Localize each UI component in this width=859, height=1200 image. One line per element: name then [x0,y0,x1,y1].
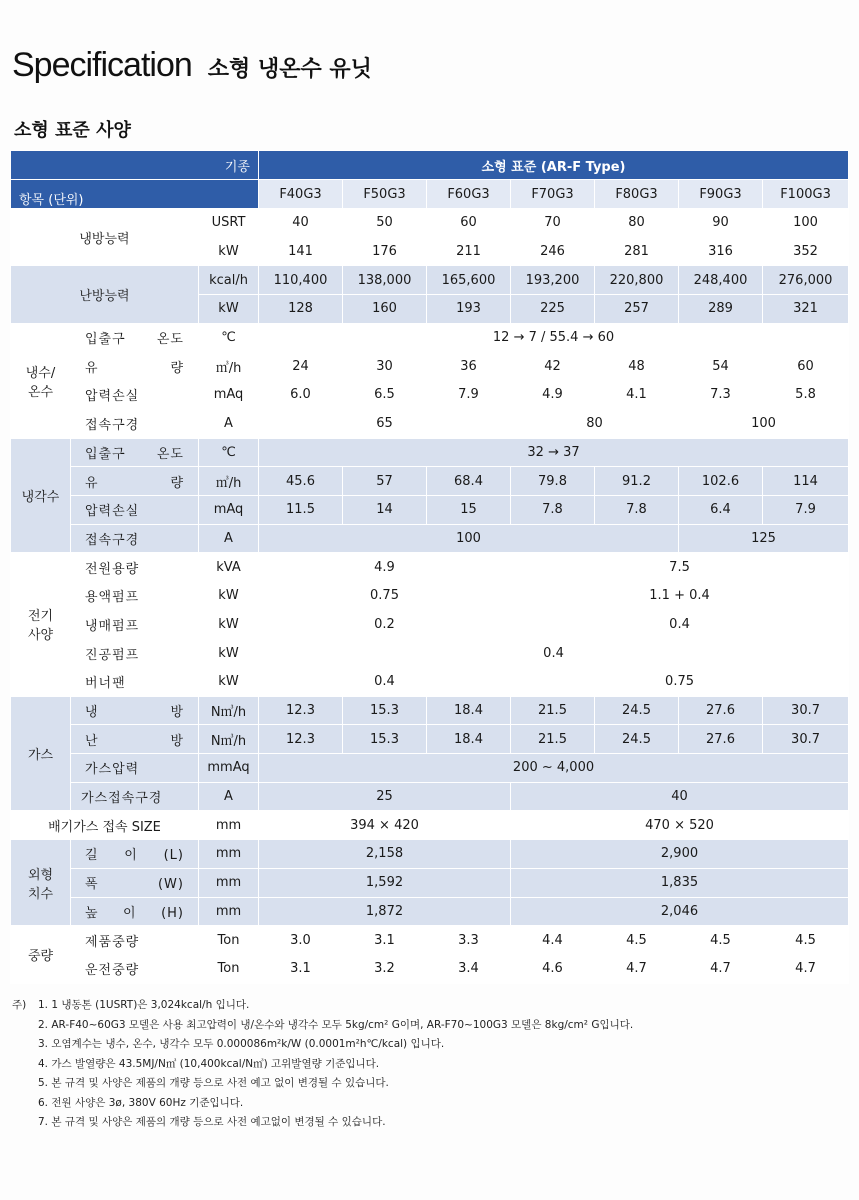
unit-cell: N㎥/h [199,725,259,754]
value-cell: 7.8 [511,495,595,524]
sub-label: 유 량 [71,352,199,381]
value-cell: 352 [763,237,849,266]
table-row [11,610,849,639]
footnote-text: 2. AR-F40~60G3 모델은 사용 최고압력이 냉/온수와 냉각수 모두 5kg/cm² G이며, AR-F70~100G3 모델은 8kg/cm² G입니다. [38,1018,634,1031]
value-cell: 4.7 [679,954,763,983]
value-cell: 6.4 [679,495,763,524]
value-cell: 110,400 [259,266,343,295]
value-cell: 200 ~ 4,000 [259,754,849,783]
model-header: F60G3 [427,180,511,209]
value-cell: 30.7 [763,696,849,725]
title-english: Specification [12,46,192,84]
row-label-cooling: 냉방능력 [11,209,199,266]
group-label-elec: 전기 사양 [11,553,71,696]
model-header: F40G3 [259,180,343,209]
value-cell: 257 [595,295,679,324]
sub-label: 진공펌프 [71,639,199,668]
footnote-line [12,1055,633,1075]
value-cell: 18.4 [427,725,511,754]
value-cell: 394 × 420 [259,811,511,840]
value-cell: 100 [259,524,679,553]
sub-label: 운전중량 [71,954,199,983]
unit-cell: kVA [199,553,259,582]
table-row [11,495,849,524]
value-cell: 70 [511,209,595,238]
sub-label: 유 량 [71,467,199,496]
value-cell: 50 [343,209,427,238]
model-header: F90G3 [679,180,763,209]
value-cell: 1,872 [259,897,511,926]
value-cell: 40 [511,782,849,811]
unit-cell: Ton [199,926,259,955]
value-cell: 321 [763,295,849,324]
unit-cell: kW [199,668,259,697]
value-cell: 3.1 [343,926,427,955]
unit-cell: mAq [199,381,259,410]
header-item-label: 항목 (단위) [11,180,259,209]
value-cell: 12.3 [259,696,343,725]
sub-label: 가스압력 [71,754,199,783]
value-cell: 128 [259,295,343,324]
sub-label: 압력손실 [71,495,199,524]
table-row [11,668,849,697]
footnote-line [12,1113,633,1133]
value-cell: 15.3 [343,696,427,725]
table-row [11,754,849,783]
model-header: F80G3 [595,180,679,209]
value-cell: 0.75 [259,581,511,610]
value-cell: 281 [595,237,679,266]
value-cell: 2,158 [259,840,511,869]
value-cell: 18.4 [427,696,511,725]
footnote-text: 6. 전원 사양은 3ø, 380V 60Hz 기준입니다. [38,1096,244,1109]
footnote-text: 3. 오염계수는 냉수, 온수, 냉각수 모두 0.000086m²k/W (0.0001m²h℃/kcal) 입니다. [38,1038,445,1050]
value-cell: 30 [343,352,427,381]
value-cell: 102.6 [679,467,763,496]
sub-label: 접속구경 [71,524,199,553]
footnote-line [12,1035,633,1055]
table-row [11,381,849,410]
table-row [11,323,849,352]
value-cell: 12 → 7 / 55.4 → 60 [259,323,849,352]
value-cell: 3.0 [259,926,343,955]
value-cell: 4.6 [511,954,595,983]
value-cell: 248,400 [679,266,763,295]
unit-cell: mm [199,840,259,869]
table-row [11,639,849,668]
value-cell: 1.1 + 0.4 [511,581,849,610]
unit-cell: kW [199,581,259,610]
value-cell: 4.7 [595,954,679,983]
footnote-text: 7. 본 규격 및 사양은 제품의 개량 등으로 사전 예고없이 변경될 수 있습니다. [38,1116,386,1128]
sub-label: 가스접속구경 [71,782,199,811]
table-row [11,524,849,553]
table-row [11,954,849,983]
unit-cell: A [199,524,259,553]
value-cell: 0.4 [259,668,511,697]
value-cell: 60 [427,209,511,238]
value-cell: 141 [259,237,343,266]
unit-cell: USRT [199,209,259,238]
value-cell: 27.6 [679,696,763,725]
value-cell: 220,800 [595,266,679,295]
model-header: F70G3 [511,180,595,209]
value-cell: 79.8 [511,467,595,496]
unit-cell: mm [199,897,259,926]
value-cell: 193 [427,295,511,324]
unit-cell: kcal/h [199,266,259,295]
footnote-text: 4. 가스 발열량은 43.5MJ/N㎥ (10,400kcal/N㎥) 고위발열량 기준입니다. [38,1057,380,1070]
sub-label: 용액펌프 [71,581,199,610]
table-row [11,438,849,467]
unit-cell: mm [199,868,259,897]
page-title [12,46,372,85]
table-row [11,897,849,926]
value-cell: 114 [763,467,849,496]
sub-label: 냉매펌프 [71,610,199,639]
value-cell: 4.4 [511,926,595,955]
table-row [11,868,849,897]
unit-cell: kW [199,295,259,324]
value-cell: 4.9 [511,381,595,410]
sub-label: 입출구 온도 [71,438,199,467]
value-cell: 176 [343,237,427,266]
unit-cell: kW [199,237,259,266]
value-cell: 7.9 [763,495,849,524]
sub-label: 전원용량 [71,553,199,582]
value-cell: 225 [511,295,595,324]
footnote-line [12,1016,633,1036]
table-row [11,926,849,955]
group-label-dims: 외형 치수 [11,840,71,926]
value-cell: 30.7 [763,725,849,754]
value-cell: 12.3 [259,725,343,754]
table-row [11,209,849,238]
value-cell: 211 [427,237,511,266]
value-cell: 21.5 [511,725,595,754]
value-cell: 2,046 [511,897,849,926]
value-cell: 0.2 [259,610,511,639]
unit-cell: mAq [199,495,259,524]
footnote-text: 5. 본 규격 및 사양은 제품의 개량 등으로 사전 예고 없이 변경될 수 있습니다. [38,1077,389,1089]
value-cell: 15.3 [343,725,427,754]
value-cell: 57 [343,467,427,496]
table-row [11,811,849,840]
unit-cell: N㎥/h [199,696,259,725]
sub-label: 버너팬 [71,668,199,697]
value-cell: 7.9 [427,381,511,410]
sub-label: 입출구 온도 [71,323,199,352]
unit-cell: A [199,409,259,438]
sub-label: 제품중량 [71,926,199,955]
spec-table [10,150,849,984]
unit-cell: ℃ [199,438,259,467]
unit-cell: kW [199,610,259,639]
model-header: F50G3 [343,180,427,209]
value-cell: 7.8 [595,495,679,524]
value-cell: 14 [343,495,427,524]
value-cell: 1,835 [511,868,849,897]
footnote-line [12,996,633,1016]
unit-cell: ℃ [199,323,259,352]
value-cell: 80 [511,409,679,438]
value-cell: 1,592 [259,868,511,897]
table-row [11,782,849,811]
value-cell: 91.2 [595,467,679,496]
unit-cell: kW [199,639,259,668]
value-cell: 7.3 [679,381,763,410]
footnote-text: 1. 1 냉동톤 (1USRT)은 3,024kcal/h 입니다. [38,999,250,1011]
table-row [11,467,849,496]
footnote-line [12,1074,633,1094]
value-cell: 0.75 [511,668,849,697]
footnotes [12,996,633,1133]
value-cell: 15 [427,495,511,524]
group-label-gas: 가스 [11,696,71,811]
value-cell: 470 × 520 [511,811,849,840]
unit-cell: Ton [199,954,259,983]
value-cell: 40 [259,209,343,238]
footnote-line [12,1094,633,1114]
unit-cell: ㎥/h [199,467,259,496]
table-row [11,696,849,725]
table-row [11,409,849,438]
value-cell: 65 [259,409,511,438]
value-cell: 3.2 [343,954,427,983]
value-cell: 100 [763,209,849,238]
value-cell: 21.5 [511,696,595,725]
value-cell: 4.5 [595,926,679,955]
value-cell: 48 [595,352,679,381]
value-cell: 0.4 [259,639,849,668]
value-cell: 24 [259,352,343,381]
value-cell: 6.5 [343,381,427,410]
value-cell: 24.5 [595,696,679,725]
value-cell: 6.0 [259,381,343,410]
value-cell: 5.8 [763,381,849,410]
value-cell: 24.5 [595,725,679,754]
row-label-exhaust: 배기가스 접속 SIZE [11,811,199,840]
sub-label: 난 방 [71,725,199,754]
value-cell: 100 [679,409,849,438]
value-cell: 160 [343,295,427,324]
unit-cell: A [199,782,259,811]
value-cell: 3.1 [259,954,343,983]
sub-label: 길 이 (L) [71,840,199,869]
value-cell: 138,000 [343,266,427,295]
value-cell: 11.5 [259,495,343,524]
footnote-mark: 주) [12,999,27,1011]
value-cell: 80 [595,209,679,238]
value-cell: 27.6 [679,725,763,754]
value-cell: 42 [511,352,595,381]
value-cell: 36 [427,352,511,381]
table-row [11,725,849,754]
value-cell: 3.3 [427,926,511,955]
unit-cell: ㎥/h [199,352,259,381]
value-cell: 289 [679,295,763,324]
value-cell: 246 [511,237,595,266]
value-cell: 4.1 [595,381,679,410]
group-label-chw: 냉수/ 온수 [11,323,71,438]
group-label-weight: 중량 [11,926,71,983]
value-cell: 7.5 [511,553,849,582]
value-cell: 90 [679,209,763,238]
value-cell: 60 [763,352,849,381]
value-cell: 4.7 [763,954,849,983]
table-row [11,553,849,582]
value-cell: 165,600 [427,266,511,295]
header-group-label: 소형 표준 (AR-F Type) [259,151,849,180]
table-row [11,840,849,869]
value-cell: 276,000 [763,266,849,295]
value-cell: 3.4 [427,954,511,983]
row-label-heating: 난방능력 [11,266,199,323]
value-cell: 2,900 [511,840,849,869]
sub-label: 접속구경 [71,409,199,438]
value-cell: 54 [679,352,763,381]
unit-cell: mm [199,811,259,840]
section-subtitle: 소형 표준 사양 [14,120,131,141]
title-korean: 소형 냉온수 유닛 [207,57,372,82]
value-cell: 4.5 [763,926,849,955]
sub-label: 냉 방 [71,696,199,725]
value-cell: 45.6 [259,467,343,496]
value-cell: 25 [259,782,511,811]
value-cell: 68.4 [427,467,511,496]
model-header: F100G3 [763,180,849,209]
sub-label: 폭 (W) [71,868,199,897]
group-label-cw: 냉각수 [11,438,71,553]
value-cell: 0.4 [511,610,849,639]
sub-label: 압력손실 [71,381,199,410]
value-cell: 4.9 [259,553,511,582]
header-standard-label: 기종 [11,151,259,180]
value-cell: 125 [679,524,849,553]
value-cell: 316 [679,237,763,266]
table-row [11,581,849,610]
table-row [11,352,849,381]
sub-label: 높 이 (H) [71,897,199,926]
value-cell: 4.5 [679,926,763,955]
unit-cell: mmAq [199,754,259,783]
value-cell: 193,200 [511,266,595,295]
table-row [11,266,849,295]
value-cell: 32 → 37 [259,438,849,467]
